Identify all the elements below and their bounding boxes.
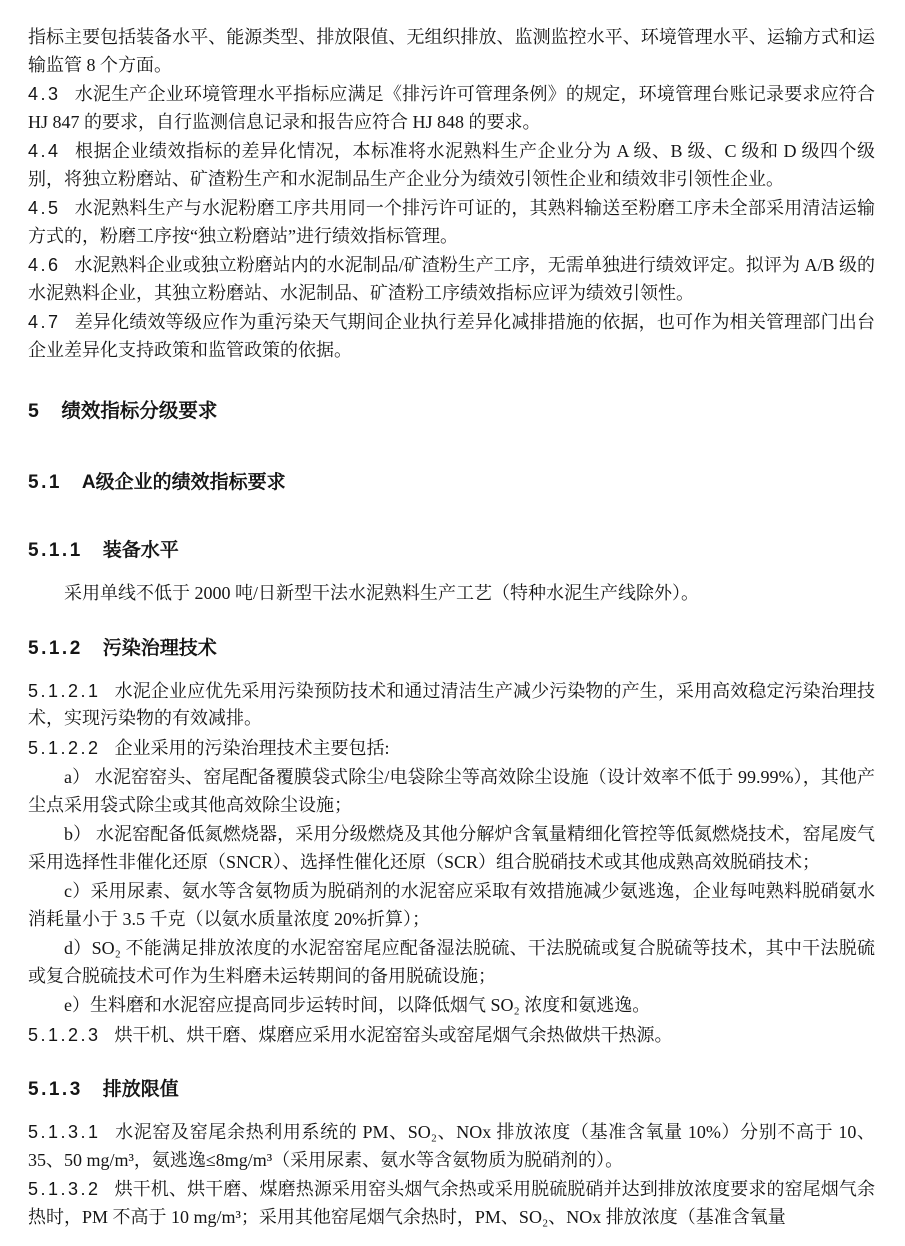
section-heading-5-1-2-number: 5.1.2 (28, 637, 83, 659)
list-item-d-text: d）SO₂ 不能满足排放浓度的水泥窑窑尾应配备湿法脱硫、干法脱硫或复合脱硫等技术，其中干法脱硫或复合脱硫技术可作为生料磨未运转期间的备用脱硫设施； (28, 938, 875, 986)
clause-4-5 (28, 195, 875, 250)
clause-4-5-text: 水泥熟料生产与水泥粉磨工序共用同一个排污许可证的，其熟料输送至粉磨工序未全部采用清洁运输方式的，粉磨工序按“独立粉磨站”进行绩效指标管理。 (28, 198, 875, 246)
clause-5-1-2-2-number: 5.1.2.2 (28, 737, 101, 758)
clause-5-1-2-2-text: 企业采用的污染治理技术主要包括: (114, 737, 390, 758)
clause-5-1-3-1-number: 5.1.3.1 (28, 1122, 101, 1142)
section-heading-5-text: 绩效指标分级要求 (61, 400, 218, 422)
clause-4-6-text: 水泥熟料企业或独立粉磨站内的水泥制品/矿渣粉生产工序，无需单独进行绩效评定。拟评为 A/B 级的水泥熟料企业，其独立粉磨站、水泥制品、矿渣粉工序绩效指标应评为绩效引领性。 (28, 255, 875, 303)
clause-4-3-number: 4.3 (28, 84, 61, 104)
paragraph-text: 指标主要包括装备水平、能源类型、排放限值、无组织排放、监测监控水平、环境管理水平、运输方式和运输监管 8 个方面。 (28, 27, 875, 75)
clause-5-1-3-2-number: 5.1.3.2 (28, 1179, 101, 1199)
clause-5-1-3-1-text: 水泥窑及窑尾余热利用系统的 PM、SO₂、NOx 排放浓度（基准含氧量 10%）分别不高于 10、35、50 mg/m³，氨逃逸≤8mg/m³（采用尿素、氨水等含氨物质为脱硝剂的）。 (28, 1122, 875, 1170)
list-item-d (28, 935, 875, 990)
clause-4-3 (28, 81, 875, 136)
section-heading-5-number: 5 (28, 400, 42, 422)
clause-4-5-number: 4.5 (28, 198, 61, 218)
paragraph (28, 580, 875, 608)
section-heading-5-1-3 (28, 1077, 875, 1103)
list-item-a-text: a） 水泥窑窑头、窑尾配备覆膜袋式除尘/电袋除尘等高效除尘设施（设计效率不低于 99.99%），其他产尘点采用袋式除尘或其他高效除尘设施； (28, 767, 875, 815)
clause-4-7 (28, 309, 875, 364)
clause-5-1-2-2 (28, 735, 875, 763)
section-heading-5-1-1-text: 装备水平 (102, 540, 179, 561)
list-item-c-text: c）采用尿素、氨水等含氨物质为脱硝剂的水泥窑应采取有效措施减少氨逃逸，企业每吨熟料脱硝氨水消耗量小于 3.5 千克（以氨水质量浓度 20%折算）； (28, 881, 875, 929)
clause-5-1-2-3-number: 5.1.2.3 (28, 1024, 101, 1045)
clause-4-4-number: 4.4 (28, 141, 61, 161)
clause-4-7-text: 差异化绩效等级应作为重污染天气期间企业执行差异化减排措施的依据，也可作为相关管理部门出台企业差异化支持政策和监管政策的依据。 (28, 312, 875, 360)
clause-5-1-3-2-text: 烘干机、烘干磨、煤磨热源采用窑头烟气余热或采用脱硫脱硝并达到排放浓度要求的窑尾烟气余热时，PM 不高于 10 mg/m³；采用其他窑尾烟气余热时，PM、SO₂、NOx 排放浓度（基准含氧量 (28, 1179, 875, 1227)
paragraph (28, 24, 875, 79)
clause-5-1-2-3-text: 烘干机、烘干磨、煤磨应采用水泥窑窑头或窑尾烟气余热做烘干热源。 (114, 1024, 673, 1045)
clause-4-6-number: 4.6 (28, 255, 61, 275)
clause-5-1-2-1-number: 5.1.2.1 (28, 680, 101, 701)
section-heading-5-1-1-number: 5.1.1 (28, 540, 83, 561)
clause-4-7-number: 4.7 (28, 312, 61, 332)
list-item-a (28, 764, 875, 819)
clause-4-4-text: 根据企业绩效指标的差异化情况，本标准将水泥熟料生产企业分为 A 级、B 级、C 级和 D 级四个级别，将独立粉磨站、矿渣粉生产和水泥制品生产企业分为绩效引领性企业和绩效非引领性企业。 (28, 141, 875, 189)
list-item-c (28, 878, 875, 933)
clause-5-1-2-1 (28, 678, 875, 733)
section-heading-5-1-text: A级企业的绩效指标要求 (81, 472, 286, 493)
list-item-b-text: b） 水泥窑配备低氮燃烧器，采用分级燃烧及其他分解炉含氧量精细化管控等低氮燃烧技术，窑尾废气采用选择性非催化还原（SNCR）、选择性催化还原（SCR）组合脱硝技术或其他成熟高效脱硝技术； (28, 824, 875, 872)
section-heading-5-1-3-number: 5.1.3 (28, 1079, 83, 1100)
list-item-e-text: e）生料磨和水泥窑应提高同步运转时间，以降低烟气 SO₂ 浓度和氨逃逸。 (64, 995, 651, 1015)
section-heading-5-1-2 (28, 636, 875, 662)
clause-4-3-text: 水泥生产企业环境管理水平指标应满足《排污许可管理条例》的规定，环境管理台账记录要求应符合 HJ 847 的要求，自行监测信息记录和报告应符合 HJ 848 的要求。 (28, 84, 875, 132)
section-heading-5-1-2-text: 污染治理技术 (102, 637, 217, 659)
section-heading-5-1-number: 5.1 (28, 472, 62, 493)
list-item-b (28, 821, 875, 876)
clause-4-6 (28, 252, 875, 307)
clause-5-1-3-1 (28, 1119, 875, 1174)
list-item-e (28, 992, 875, 1020)
section-heading-5 (28, 398, 875, 424)
section-heading-5-1-1 (28, 538, 875, 564)
paragraph-text: 采用单线不低于 2000 吨/日新型干法水泥熟料生产工艺（特种水泥生产线除外）。 (64, 583, 699, 603)
clause-4-4 (28, 138, 875, 193)
clause-5-1-3-2 (28, 1176, 875, 1231)
section-heading-5-1 (28, 470, 875, 496)
clause-5-1-2-1-text: 水泥企业应优先采用污染预防技术和通过清洁生产减少污染物的产生，采用高效稳定污染治理技术，实现污染物的有效减排。 (28, 680, 875, 728)
clause-5-1-2-3 (28, 1022, 875, 1050)
section-heading-5-1-3-text: 排放限值 (102, 1079, 179, 1100)
